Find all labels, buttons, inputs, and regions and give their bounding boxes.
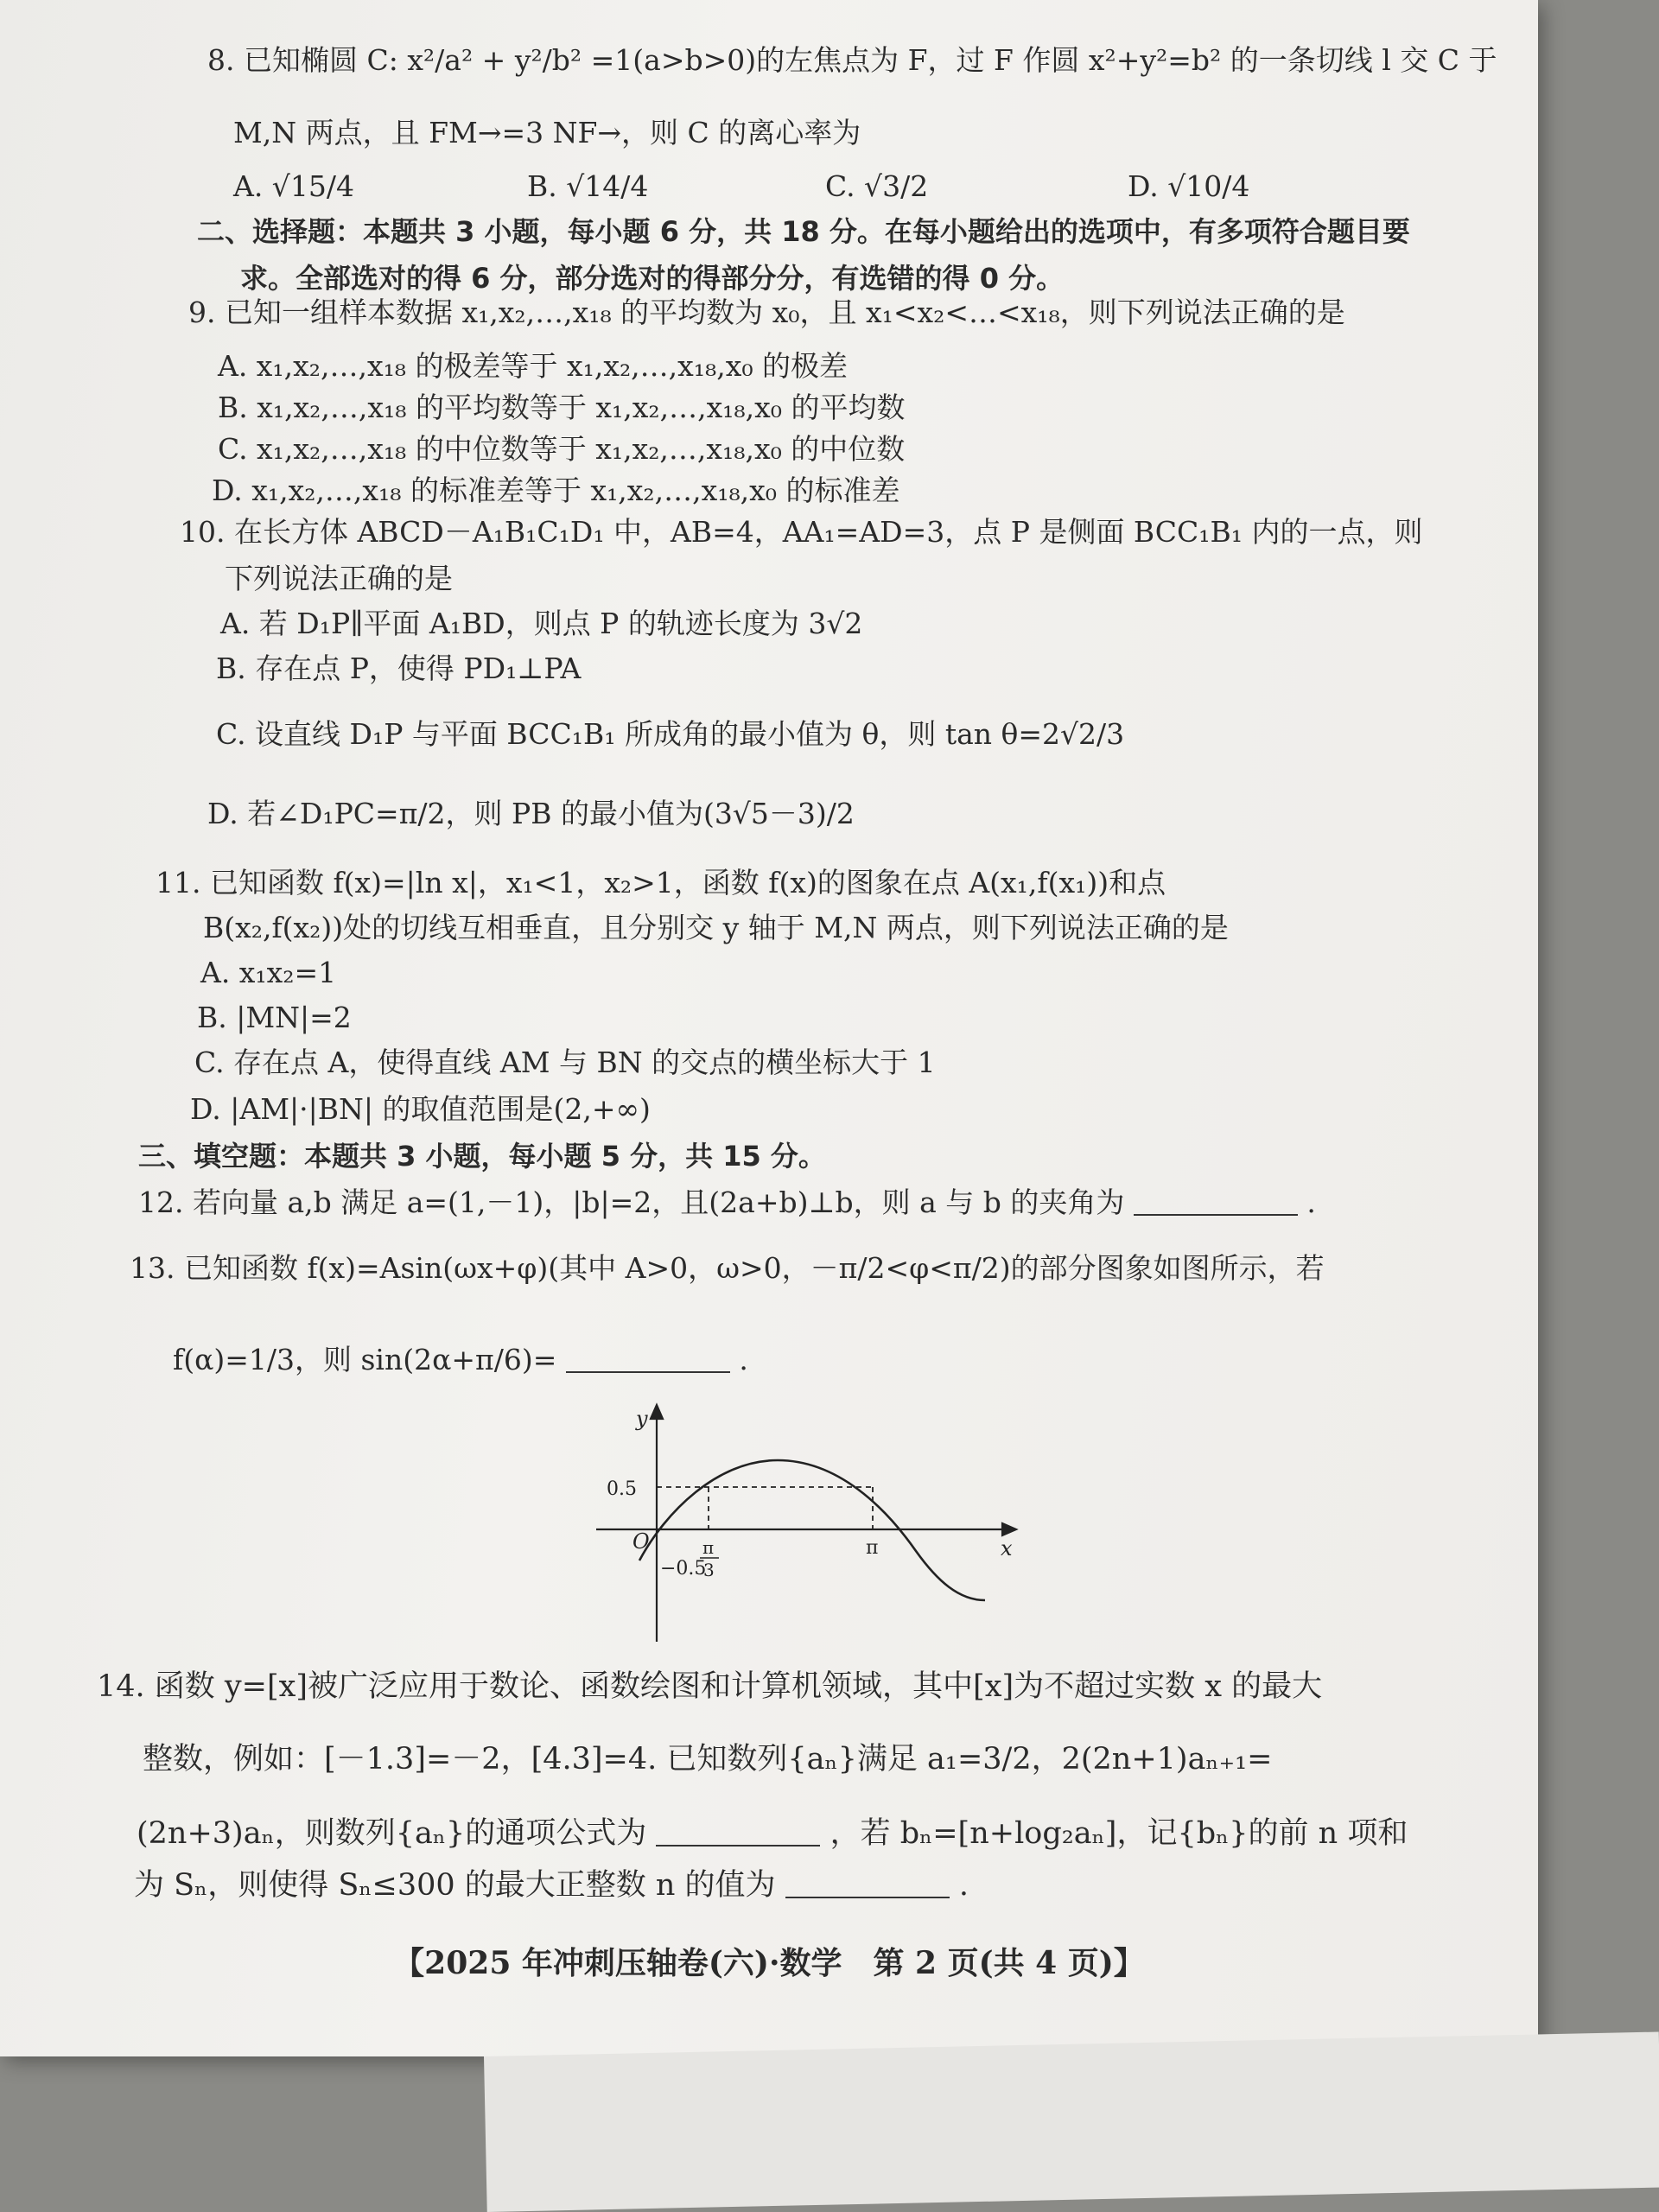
q9-option-b: B. x₁,x₂,…,x₁₈ 的平均数等于 x₁,x₂,…,x₁₈,x₀ 的平均数 <box>218 391 906 424</box>
tick-label-neg-half: −0.5 <box>660 1558 707 1580</box>
q10-option-a: A. 若 D₁P∥平面 A₁BD，则点 P 的轨迹长度为 3√2 <box>220 607 863 640</box>
q14-n-blank[interactable] <box>785 1871 950 1898</box>
y-label: y <box>636 1407 648 1431</box>
q8-option-c: C. √3/2 <box>825 169 929 203</box>
tick-label-pi: π <box>866 1537 879 1559</box>
q9-option-c: C. x₁,x₂,…,x₁₈ 的中位数等于 x₁,x₂,…,x₁₈,x₀ 的中位数 <box>218 432 906 466</box>
q11-stem-line1: 11. 已知函数 f(x)=|ln x|，x₁<1，x₂>1，函数 f(x)的图象在点 A(x₁,f(x₁))和点 <box>156 866 1166 899</box>
tick-label-pi3-num: π <box>702 1537 715 1558</box>
underlying-paper <box>484 2032 1659 2212</box>
q11-option-c: C. 存在点 A，使得直线 AM 与 BN 的交点的横坐标大于 1 <box>194 1046 936 1079</box>
q8-option-d: D. √10/4 <box>1128 169 1250 203</box>
page-footer: 【2025 年冲刺压轴卷(六)·数学 第 2 页(共 4 页)】 <box>393 1945 1145 1981</box>
q14-formula-blank[interactable] <box>656 1819 820 1847</box>
q11-option-a: A. x₁x₂=1 <box>200 956 337 989</box>
q11-option-d: D. |AM|·|BN| 的取值范围是(2,+∞) <box>190 1092 651 1126</box>
q13-period: . <box>739 1343 748 1376</box>
q13-stem-line1: 13. 已知函数 f(x)=Asin(ωx+φ)(其中 A>0，ω>0，－π/2<φ<π/2)的部分图象如图所示，若 <box>130 1251 1325 1285</box>
q11-stem-line2: B(x₂,f(x₂))处的切线互相垂直，且分别交 y 轴于 M,N 两点，则下列说法正确的是 <box>203 911 1229 944</box>
q14-stem-line1: 14. 函数 y=[x]被广泛应用于数论、函数绘图和计算机领域，其中[x]为不超过实数 x 的最大 <box>97 1669 1323 1704</box>
x-axis-arrow <box>1002 1523 1016 1535</box>
tick-label-half: 0.5 <box>607 1478 637 1500</box>
q12-answer-blank[interactable] <box>1134 1188 1298 1216</box>
section2-heading-line1: 二、选择题：本题共 3 小题，每小题 6 分，共 18 分。在每小题给出的选项中，有多项符合题目要 <box>197 215 1410 248</box>
q10-stem-line2: 下列说法正确的是 <box>225 562 453 595</box>
q13-answer-blank[interactable] <box>566 1345 730 1373</box>
q12-period: . <box>1306 1185 1316 1219</box>
q8-stem-line1: 8. 已知椭圆 C: x²/a² + y²/b² =1(a>b>0)的左焦点为 F，过 F 作圆 x²+y²=b² 的一条切线 l 交 C 于 <box>207 43 1497 77</box>
q11-option-b: B. |MN|=2 <box>197 1001 352 1034</box>
q14-formula-prompt: (2n+3)aₙ，则数列{aₙ}的通项公式为 <box>137 1816 647 1851</box>
q12-stem <box>138 1184 1316 1222</box>
q10-option-b: B. 存在点 P，使得 PD₁⊥PA <box>216 652 582 685</box>
q14-stem-line3 <box>137 1815 1408 1853</box>
q14-stem-line4 <box>134 1866 969 1904</box>
q14-stem-line2: 整数，例如：[－1.3]=－2，[4.3]=4. 已知数列{aₙ}满足 a₁=3/2，2(2n+1)aₙ₊₁= <box>143 1742 1273 1777</box>
q14-bn-definition: ，若 bₙ=[n+log₂aₙ]，记{bₙ}的前 n 项和 <box>830 1816 1408 1851</box>
q8-option-a: A. √15/4 <box>233 169 354 203</box>
q13-condition: f(α)=1/3，则 sin(2α+π/6)= <box>173 1343 557 1376</box>
q9-option-d: D. x₁,x₂,…,x₁₈ 的标准差等于 x₁,x₂,…,x₁₈,x₀ 的标准差 <box>212 474 900 507</box>
q12-text: 12. 若向量 a,b 满足 a=(1,－1)，|b|=2，且(2a+b)⊥b，则 a 与 b 的夹角为 <box>138 1185 1125 1219</box>
y-axis-arrow <box>651 1405 663 1419</box>
q8-stem-line2: M,N 两点，且 FM→=3 NF→，则 C 的离心率为 <box>233 116 861 149</box>
q13-sine-graph <box>588 1400 1020 1650</box>
q10-option-c: C. 设直线 D₁P 与平面 BCC₁B₁ 所成角的最小值为 θ，则 tan θ=2√2/3 <box>216 717 1125 751</box>
q10-stem-line1: 10. 在长方体 ABCD－A₁B₁C₁D₁ 中，AB=4，AA₁=AD=3，点 P 是侧面 BCC₁B₁ 内的一点，则 <box>180 515 1423 549</box>
q14-period: . <box>958 1868 969 1903</box>
q14-sn-prompt: 为 Sₙ，则使得 Sₙ≤300 的最大正整数 n 的值为 <box>134 1868 776 1903</box>
section2-heading-line2: 求。全部选对的得 6 分，部分选对的得部分分，有选错的得 0 分。 <box>240 262 1065 295</box>
q8-option-b: B. √14/4 <box>527 169 649 203</box>
q9-stem: 9. 已知一组样本数据 x₁,x₂,…,x₁₈ 的平均数为 x₀，且 x₁<x₂<…<x₁₈，则下列说法正确的是 <box>188 296 1345 329</box>
section3-heading: 三、填空题：本题共 3 小题，每小题 5 分，共 15 分。 <box>138 1140 826 1173</box>
q10-option-d: D. 若∠D₁PC=π/2，则 PB 的最小值为(3√5－3)/2 <box>207 797 855 830</box>
tick-label-pi3-den: 3 <box>703 1560 715 1580</box>
q13-stem-line2 <box>173 1341 748 1379</box>
x-label: x <box>1001 1536 1013 1560</box>
q9-option-a: A. x₁,x₂,…,x₁₈ 的极差等于 x₁,x₂,…,x₁₈,x₀ 的极差 <box>218 349 849 383</box>
origin-label: O <box>632 1529 650 1554</box>
